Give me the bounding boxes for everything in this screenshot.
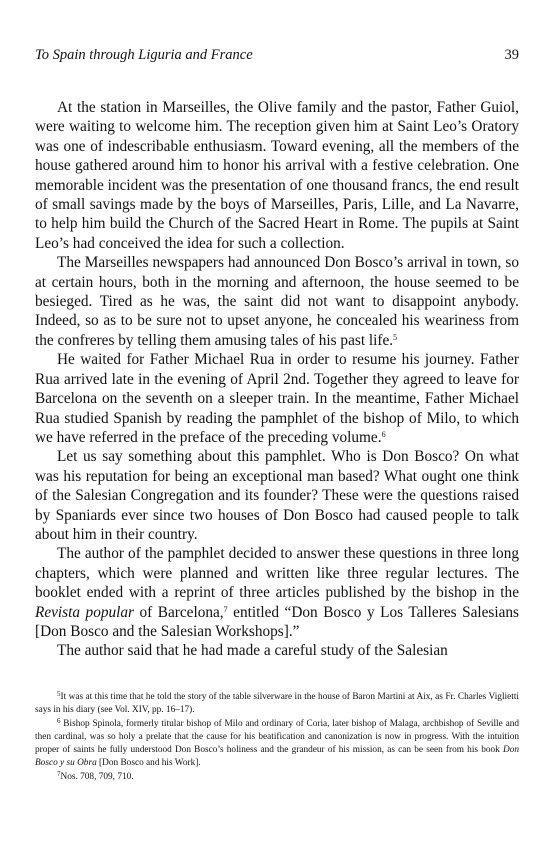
footnote-ref-7: 7 bbox=[223, 604, 228, 614]
footnote-6-text-a: Bishop Spinola, formerly titular bishop of Milo and ordinary of Coria, later bishop of Malaga, archbishop of Seville and then cardinal, was so holy a prelate that the cause for his beatification and canonization is now in progress. With the intuition proper of saints he fully understood Don Bosco’s holiness and the grandeur of his mission, as can be seen from his book bbox=[35, 718, 519, 756]
paragraph-5-text-b: of Barcelona, bbox=[134, 603, 224, 621]
paragraph-5-text-a: The author of the pamphlet decided to answer these questions in three long chapters, which were planned and written like three regular lectures. The booklet ended with a reprint of three articles published by the bishop in the bbox=[35, 545, 519, 602]
running-head bbox=[35, 47, 519, 67]
paragraph-1 bbox=[35, 98, 519, 253]
paragraph-4 bbox=[35, 447, 519, 544]
footnote-5 bbox=[35, 691, 519, 718]
page-number: 39 bbox=[504, 47, 519, 63]
footnote-6-text-b: [Don Bosco and his Work]. bbox=[96, 758, 201, 769]
periodical-title: Revista popular bbox=[35, 603, 134, 621]
footnote-ref-6: 6 bbox=[381, 429, 386, 439]
footnotes bbox=[35, 691, 519, 784]
footnote-5-number: 5 bbox=[57, 690, 61, 698]
footnote-7 bbox=[35, 771, 519, 784]
running-title: To Spain through Liguria and France bbox=[35, 47, 253, 63]
footnote-5-text: It was at this time that he told the story of the table silverware in the house of Baron Martini at Aix, as Fr. Charles Viglietti says in his diary (see Vol. XIV, pp. 16–17). bbox=[35, 692, 519, 716]
paragraph-2-text: The Marseilles newspapers had announced Don Bosco’s arrival in town, so at certain hours, both in the morning and afternoon, the house seemed to be besieged. Tired as he was, the saint did not want to disappoint anybody. Indeed, so as to be sure not to upset anyone, he concealed his weariness from the confreres by telling them amusing tales of his past life. bbox=[35, 254, 519, 349]
paragraph-3-text: He waited for Father Michael Rua in order to resume his journey. Father Rua arrived late in the evening of April 2nd. Together they agreed to leave for Barcelona on the seventh on a sleeper train. In the meantime, Father Michael Rua studied Spanish by reading the pamphlet of the bishop of Milo, to which we have referred in the preface of the preceding volume. bbox=[35, 351, 519, 446]
paragraph-6-text: The author said that he had made a careful study of the Salesian bbox=[57, 642, 448, 660]
book-page bbox=[35, 0, 519, 852]
book-title: Don Bosco y su Obra bbox=[35, 745, 519, 769]
footnote-6 bbox=[35, 718, 519, 771]
footnote-7-text: Nos. 708, 709, 710. bbox=[60, 771, 134, 782]
paragraph-2 bbox=[35, 253, 519, 350]
paragraph-4-text: Let us say something about this pamphlet. Who is Don Bosco? On what was his reputation for being an exceptional man based? What ought one think of the Salesian Congregation and its founder? These were the questions raised by Spaniards ever since two houses of Don Bosco had caused people to talk about him in their country. bbox=[35, 448, 519, 543]
footnote-ref-5: 5 bbox=[393, 332, 398, 342]
footnote-6-number: 6 bbox=[57, 716, 61, 725]
paragraph-1-text: At the station in Marseilles, the Olive family and the pastor, Father Guiol, were waiting to welcome him. The reception given him at Saint Leo’s Oratory was one of indescribable enthusiasm. Toward evening, all the members of the house gathered around him to honor his arrival with a festive celebration. One memorable incident was the presentation of one thousand francs, the end result of small savings made by the boys of Marseilles, Paris, Lille, and La Navarre, to help him build the Church of the Sacred Heart in Rome. The pupils at Saint Leo’s had conceived the idea for such a collection. bbox=[35, 99, 519, 252]
paragraph-5-text-c: entitled “Don Bosco y Los Talleres Salesians [Don Bosco and the Salesian Workshops].” bbox=[35, 603, 519, 640]
body-text bbox=[35, 98, 519, 661]
footnote-7-number: 7 bbox=[57, 769, 61, 778]
paragraph-5 bbox=[35, 544, 519, 641]
paragraph-6 bbox=[35, 641, 519, 660]
paragraph-3 bbox=[35, 350, 519, 447]
